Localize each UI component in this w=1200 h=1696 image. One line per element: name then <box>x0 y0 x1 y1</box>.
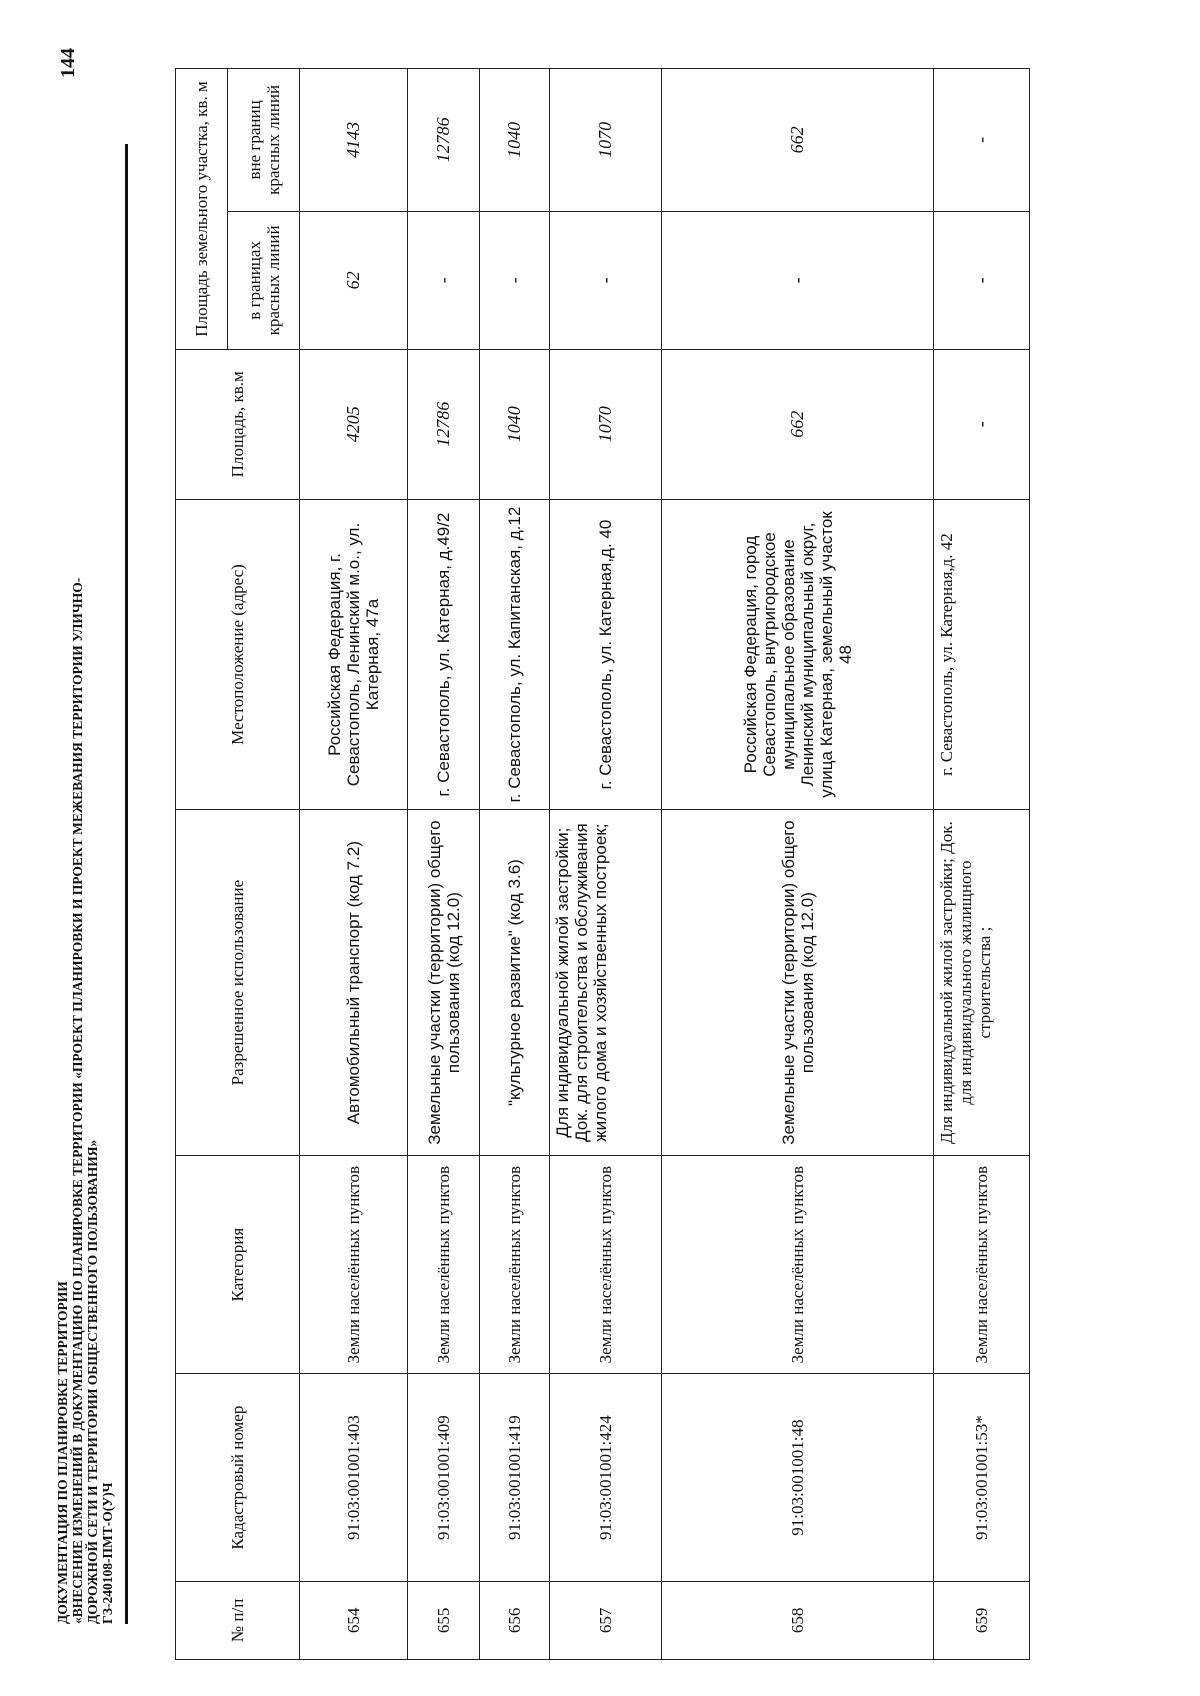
rotated-sheet <box>45 28 1155 1668</box>
header-cadastral: Кадастровый номер <box>176 1374 300 1581</box>
row-usage: Для индивидуальной жилой застройки; Док. для индивидуального жилищного строительства ; <box>934 810 1030 1155</box>
table-row <box>300 69 408 1660</box>
row-cadastral: 91:03:001001:403 <box>300 1374 408 1581</box>
table-row <box>480 69 550 1660</box>
row-usage: Земельные участки (территории) общего пользования (код 12.0) <box>408 810 480 1155</box>
row-address: Российская Федерация, г. Севастополь, Ленинский м.о., ул. Катерная, 47а <box>300 499 408 810</box>
header-category: Категория <box>176 1155 300 1374</box>
row-cadastral: 91:03:001001:53* <box>934 1374 1030 1581</box>
row-outside: - <box>934 69 1030 212</box>
header-usage: Разрешенное использование <box>176 810 300 1155</box>
header-inside-red-lines: в границах красных линий <box>228 211 300 349</box>
row-category: Земли населённых пунктов <box>480 1155 550 1374</box>
row-no: 659 <box>934 1581 1030 1659</box>
row-no: 657 <box>550 1581 662 1659</box>
row-area: 1040 <box>480 349 550 499</box>
row-usage: Автомобильный транспорт (код 7.2) <box>300 810 408 1155</box>
row-category: Земли населённых пунктов <box>934 1155 1030 1374</box>
header-no: № п/п <box>176 1581 300 1659</box>
table-row <box>550 69 662 1660</box>
row-address: г. Севастополь, ул. Капитанская, д.12 <box>480 499 550 810</box>
row-cadastral: 91:03:001001:424 <box>550 1374 662 1581</box>
table-row <box>408 69 480 1660</box>
row-address: г. Севастополь, ул. Катерная, д.49/2 <box>408 499 480 810</box>
row-category: Земли населённых пунктов <box>408 1155 480 1374</box>
header-outside-red-lines: вне границ красных линий <box>228 69 300 212</box>
row-cadastral: 91:03:001001:409 <box>408 1374 480 1581</box>
table-row <box>934 69 1030 1660</box>
row-area: 12786 <box>408 349 480 499</box>
land-plots-table <box>175 68 1030 1660</box>
page-number: 144 <box>57 48 79 78</box>
header-plot-area: Площадь земельного участка, кв. м <box>176 69 228 350</box>
row-area: - <box>934 349 1030 499</box>
header-area: Площадь, кв.м <box>176 349 300 499</box>
row-cadastral: 91:03:001001:48 <box>662 1374 934 1581</box>
header-address: Местоположение (адрес) <box>176 499 300 810</box>
row-category: Земли населённых пунктов <box>300 1155 408 1374</box>
header-line-3: ДОРОЖНОЙ СЕТИ И ТЕРРИТОРИИ ОБЩЕСТВЕННОГО ПОЛЬЗОВАНИЯ» <box>85 1139 100 1624</box>
row-category: Земли населённых пунктов <box>550 1155 662 1374</box>
row-outside: 1070 <box>550 69 662 212</box>
row-inside: - <box>662 211 934 349</box>
row-inside: 62 <box>300 211 408 349</box>
row-area: 662 <box>662 349 934 499</box>
header-code: ГЗ-240108-ПМТ-О(У)Ч <box>100 1482 115 1624</box>
row-inside: - <box>550 211 662 349</box>
document-header <box>55 124 115 1624</box>
row-outside: 4143 <box>300 69 408 212</box>
table-row <box>662 69 934 1660</box>
row-usage: "культурное развитие" (код 3.6) <box>480 810 550 1155</box>
row-area: 4205 <box>300 349 408 499</box>
row-inside: - <box>934 211 1030 349</box>
header-line-2: «ВНЕСЕНИЕ ИЗМЕНЕНИЙ В ДОКУМЕНТАЦИЮ ПО ПЛАНИРОВКЕ ТЕРРИТОРИИ «ПРОЕКТ ПЛАНИРОВКИ И ПРОЕКТ МЕЖЕВАНИЯ ТЕРРИТОРИИ УЛИЧНО- <box>70 577 85 1624</box>
row-outside: 662 <box>662 69 934 212</box>
row-address: г. Севастополь, ул. Катерная,д. 40 <box>550 499 662 810</box>
row-outside: 1040 <box>480 69 550 212</box>
row-area: 1070 <box>550 349 662 499</box>
row-no: 656 <box>480 1581 550 1659</box>
row-usage: Для индивидуальной жилой застройки; Док. для строительства и обслуживания жилого дома и хозяйственных построек; <box>550 810 662 1155</box>
row-address: Российская Федерация, город Севастополь, внутригородское муниципальное образование Ленинский муниципальный округ, улица Катерная, земельный участок 48 <box>662 499 934 810</box>
header-divider <box>125 144 128 1624</box>
row-no: 654 <box>300 1581 408 1659</box>
row-category: Земли населённых пунктов <box>662 1155 934 1374</box>
header-line-1: ДОКУМЕНТАЦИЯ ПО ПЛАНИРОВКЕ ТЕРРИТОРИИ <box>55 1281 70 1624</box>
row-usage: Земельные участки (территории) общего пользования (код 12.0) <box>662 810 934 1155</box>
row-inside: - <box>480 211 550 349</box>
row-cadastral: 91:03:001001:419 <box>480 1374 550 1581</box>
row-inside: - <box>408 211 480 349</box>
row-address: г. Севастополь, ул. Катерная,д. 42 <box>934 499 1030 810</box>
row-no: 658 <box>662 1581 934 1659</box>
row-no: 655 <box>408 1581 480 1659</box>
row-outside: 12786 <box>408 69 480 212</box>
